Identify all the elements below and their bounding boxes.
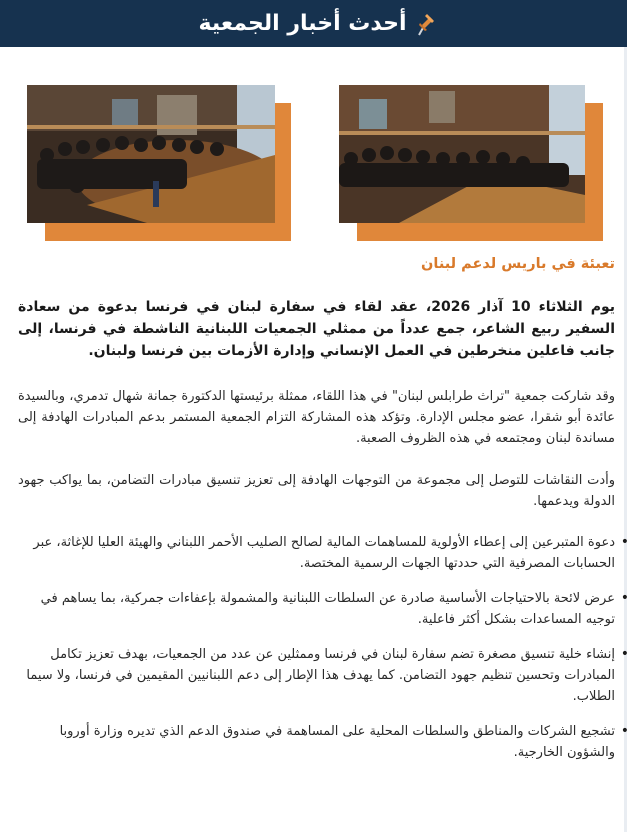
list-item: • دعوة المتبرعين إلى إعطاء الأولوية للمساهمات المالية لصالح الصليب الأحمر اللبناني والهيئة العليا للإغاثة، عبر الحسابات المصرفية التي حددتها الجهات الرسمية المختصة. [18,532,615,574]
page-title: أحدث أخبار الجمعية [198,11,407,36]
page-header [0,0,627,47]
article-paragraph: وأدت النقاشات للتوصل إلى مجموعة من التوجهات الهادفة إلى تعزيز تنسيق مبادرات التضامن، بما يواكب جهود الدولة ويدعمها. [18,473,615,509]
meeting-room-image [339,85,585,223]
measures-list [18,532,627,777]
meeting-photo-right [339,85,603,241]
article-lead: يوم الثلاثاء 10 آذار 2026، عقد لقاء في سفارة لبنان في فرنسا بدعوة من سعادة السفير ربيع الشاعر، جمع عدداً من ممثلي الجمعيات اللبنانية الناشطة في فرنسا، إلى جانب فاعلين منخرطين في العمل الإنساني وإدارة الأزمات بين فرنسا ولبنان. [18,299,615,359]
list-item: • تشجيع الشركات والمناطق والسلطات المحلية على المساهمة في صندوق الدعم الذي تديره وزارة أوروبا والشؤون الخارجية. [18,721,615,763]
pushpin-icon [413,11,435,37]
article-paragraph: وقد شاركت جمعية "تراث طرابلس لبنان" في هذا اللقاء، ممثلة برئيستها الدكتورة جمانة شهال تدمري، وبالسيدة عائدة أبو شقرا، عضو مجلس الإدارة. وتؤكد هذه المشاركة التزام الجمعية المستمر بدعم المبادرات الهادفة إلى مساندة لبنان ومجتمعه في هذه الظروف الصعبة. [18,389,615,446]
list-item: • إنشاء خلية تنسيق مصغرة تضم سفارة لبنان في فرنسا وممثلين عن عدد من الجمعيات، بهدف تعزيز تكامل المبادرات وتحسين تنظيم جهود التضامن. كما يهدف هذا الإطار إلى دعم اللبنانيين المقيمين في فرنسا، ولا سيما الطلاب. [18,644,615,707]
meeting-photo-left [27,85,291,241]
list-item: • عرض لائحة بالاحتياجات الأساسية صادرة عن السلطات اللبنانية والمشمولة بإعفاءات جمركية، بما يساهم في توجيه المساعدات بشكل أكثر فاعلية. [18,588,615,630]
meeting-room-image [27,85,275,223]
article-subtitle: تعبئة في باريس لدعم لبنان [421,256,615,272]
